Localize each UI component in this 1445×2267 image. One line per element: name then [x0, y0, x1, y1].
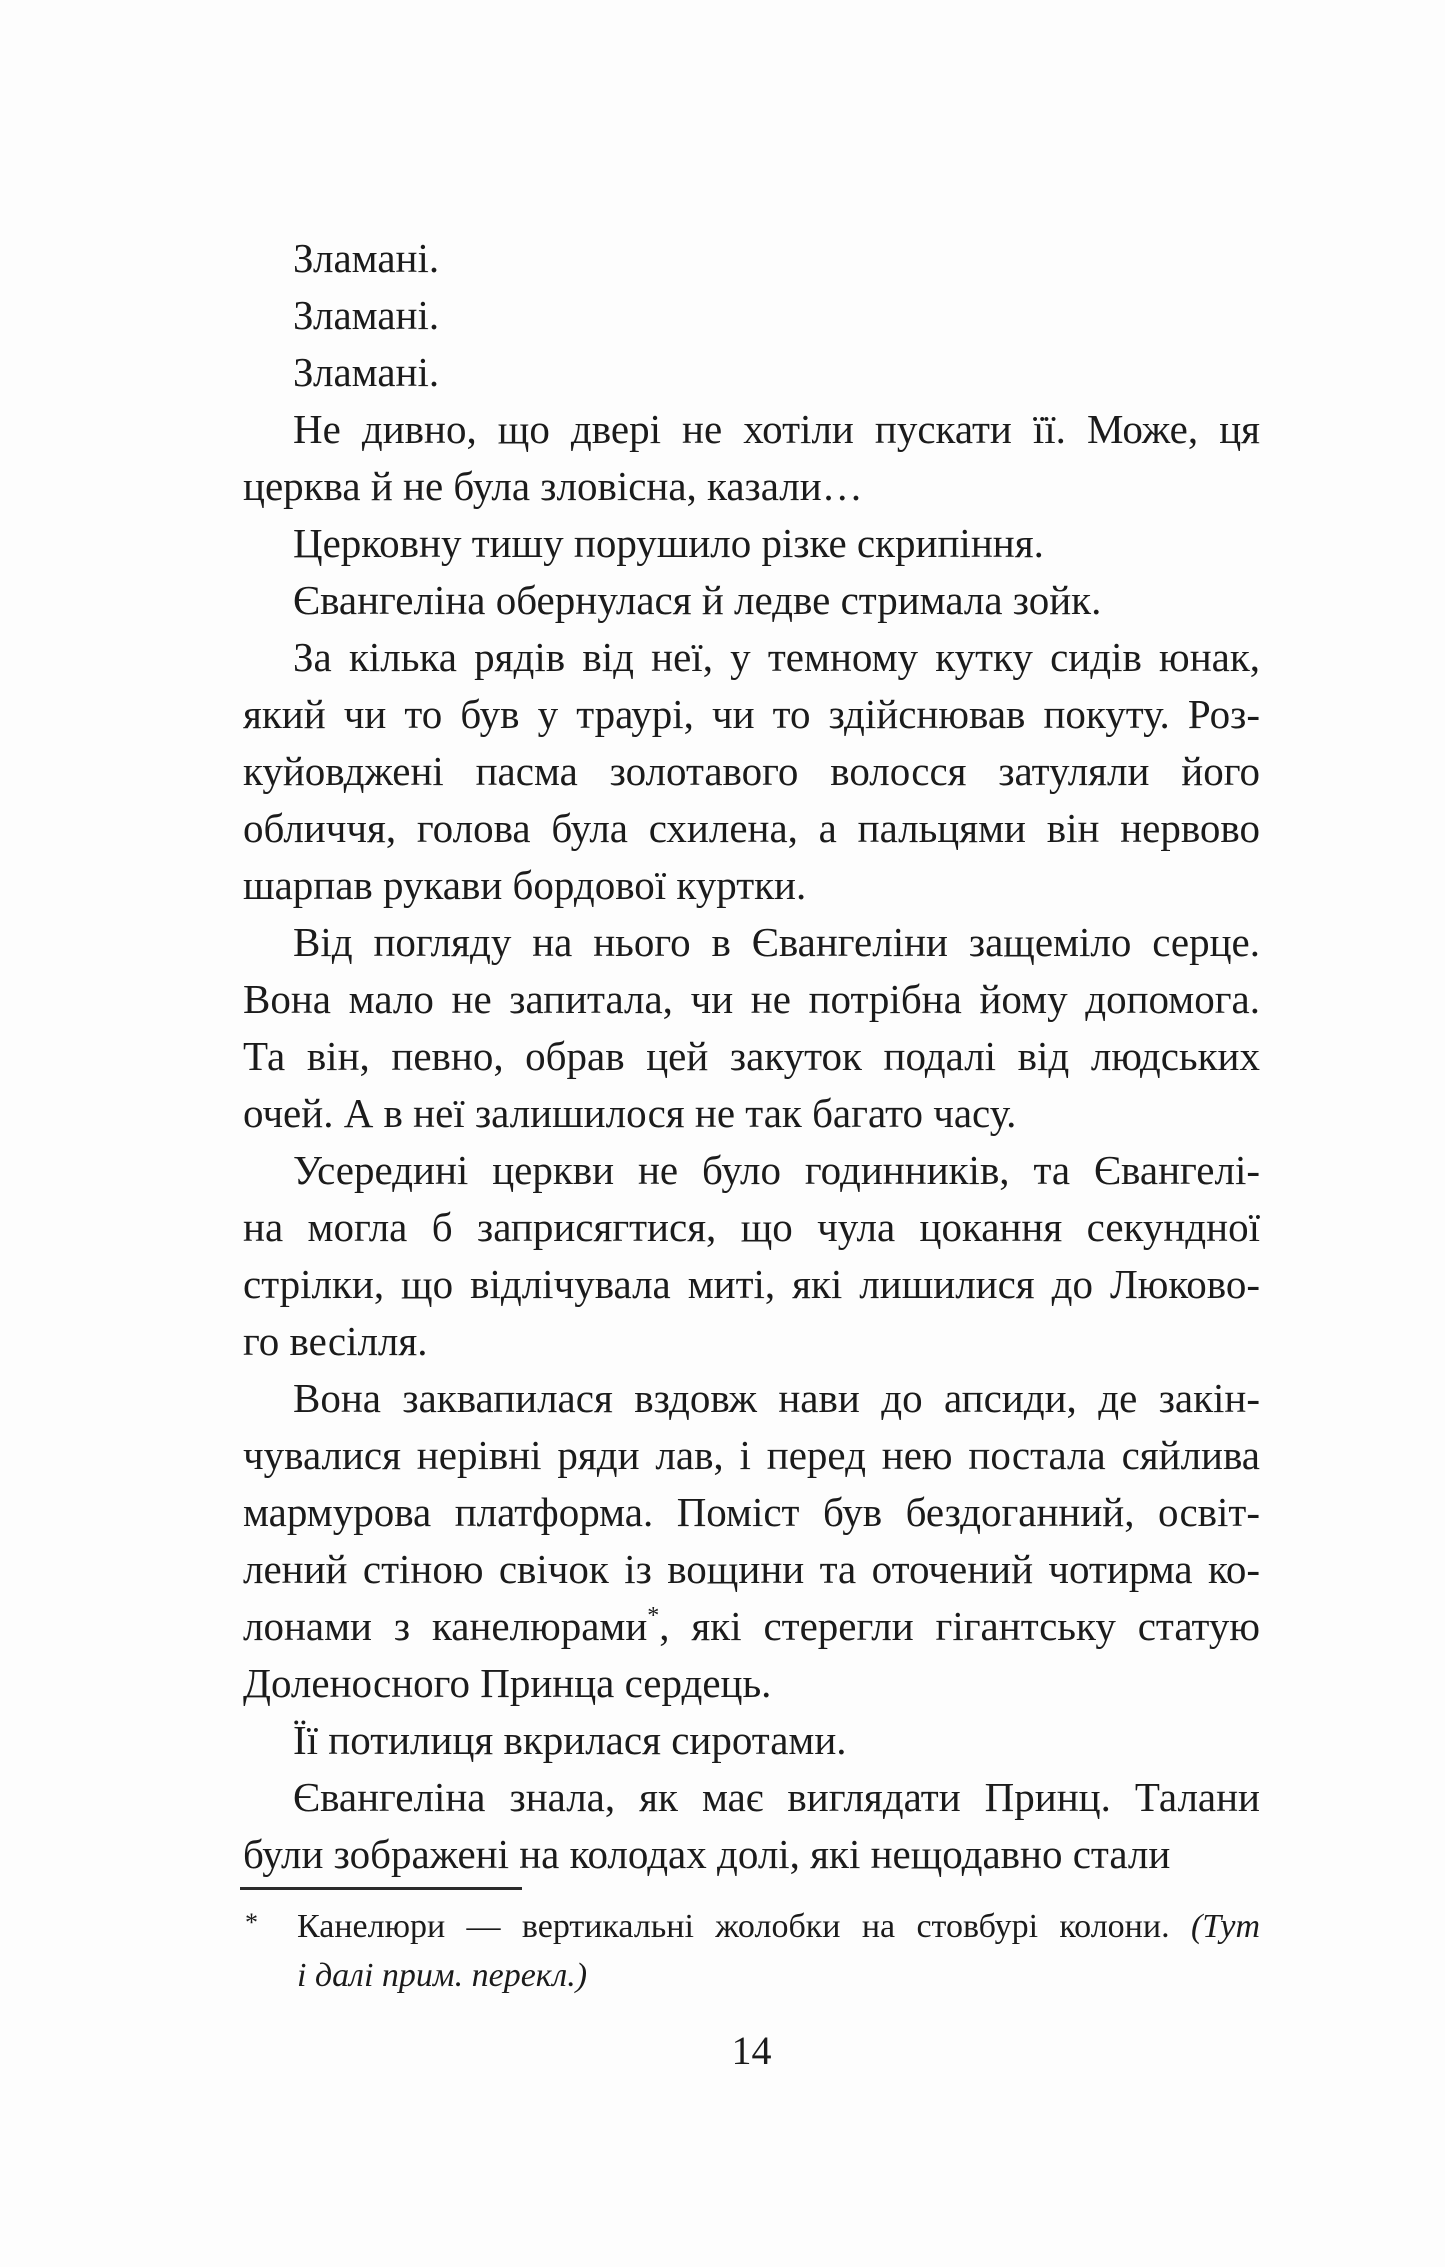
body-text-line	[243, 743, 1260, 800]
footnote-text	[297, 1902, 1260, 2000]
footnote-line	[297, 1902, 1260, 1951]
body-text-line	[243, 1256, 1260, 1313]
body-text-line	[243, 629, 1260, 686]
body-text-line	[243, 344, 1260, 401]
text-segment: мармурова платформа. Поміст був бездоганний, освіт-	[243, 1489, 1260, 1535]
text-segment: Вона заквапилася вздовж нави до апсиди, де закін-	[293, 1375, 1260, 1421]
body-text-line	[243, 1769, 1260, 1826]
text-segment: Вона мало не запитала, чи не потрібна йому допомога.	[243, 976, 1260, 1022]
body-text-line	[243, 1712, 1260, 1769]
body-text-line	[243, 1313, 1260, 1370]
footnote-marker-asterisk: *	[245, 1908, 258, 1937]
text-segment: Канелюри — вертикальні жолобки на стовбурі колони.	[297, 1908, 1191, 1945]
text-segment: За кілька рядів від неї, у темному кутку сидів юнак,	[293, 634, 1260, 680]
body-text-line	[243, 686, 1260, 743]
body-text-line	[243, 1370, 1260, 1427]
footnote-reference-asterisk: *	[647, 1603, 660, 1629]
text-segment: Усередині церкви не було годинників, та Євангелі-	[293, 1147, 1260, 1193]
body-text-line	[243, 1541, 1260, 1598]
text-segment: куйовджені пасма золотавого волосся затуляли його	[243, 748, 1260, 794]
footnote-separator-rule	[240, 1887, 522, 1890]
text-segment: Зламані.	[293, 292, 440, 338]
text-segment: Церковну тишу порушило різке скрипіння.	[293, 520, 1044, 566]
text-segment: Та він, певно, обрав цей закуток подалі від людських	[243, 1033, 1260, 1079]
text-segment: Зламані.	[293, 235, 440, 281]
footnote-line	[297, 1951, 1260, 2000]
body-text-line	[243, 1427, 1260, 1484]
body-text-line	[243, 1655, 1260, 1712]
text-segment: були зображені на колодах долі, які нещодавно стали	[243, 1831, 1171, 1877]
text-segment: Її потилиця вкрилася сиротами.	[293, 1717, 847, 1763]
body-text-line	[243, 800, 1260, 857]
text-segment: Не дивно, що двері не хотіли пускати її. Може, ця	[293, 406, 1260, 452]
body-text-line	[243, 1142, 1260, 1199]
page-number: 14	[731, 2028, 772, 2073]
text-segment: обличчя, голова була схилена, а пальцями він нервово	[243, 805, 1260, 851]
text-segment: Євангеліна знала, як має виглядати Принц. Талани	[293, 1774, 1260, 1820]
body-text-line	[243, 971, 1260, 1028]
text-segment: го весілля.	[243, 1318, 428, 1364]
body-text-line	[243, 230, 1260, 287]
text-segment: Від погляду на нього в Євангеліни защеміло серце.	[293, 919, 1260, 965]
footnote	[243, 1902, 1260, 2000]
italic-text: (Тут	[1190, 1908, 1260, 1945]
text-segment: лонами з канелюрами	[243, 1603, 648, 1649]
text-segment: стрілки, що відлічувала миті, які лишилися до Люково-	[243, 1261, 1260, 1307]
body-text-line	[243, 1199, 1260, 1256]
body-text-line	[243, 1484, 1260, 1541]
body-text-line	[243, 458, 1260, 515]
text-segment: на могла б заприсягтися, що чула цокання секундної	[243, 1204, 1260, 1250]
text-segment: який чи то був у траурі, чи то здійснював покуту. Роз-	[243, 691, 1260, 737]
text-segment: Зламані.	[293, 349, 440, 395]
text-segment: лений стіною свічок із вощини та оточений чотирма ко-	[243, 1546, 1260, 1592]
body-text-line	[243, 1085, 1260, 1142]
body-text-line	[243, 572, 1260, 629]
text-segment: Євангеліна обернулася й ледве стримала зойк.	[293, 577, 1102, 623]
body-text-line	[243, 1028, 1260, 1085]
text-segment: чувалися нерівні ряди лав, і перед нею постала сяйлива	[243, 1432, 1260, 1478]
body-text-line	[243, 287, 1260, 344]
italic-text: і далі прим. перекл.)	[297, 1957, 588, 1994]
body-text-line	[243, 857, 1260, 914]
body-text-line	[243, 1598, 1260, 1655]
body-text-line	[243, 1826, 1260, 1883]
body-text-line	[243, 515, 1260, 572]
body-text-line	[243, 401, 1260, 458]
text-segment: очей. А в неї залишилося не так багато часу.	[243, 1090, 1017, 1136]
text-segment: Доленосного Принца сердець.	[243, 1660, 772, 1706]
text-segment: шарпав рукави бордової куртки.	[243, 862, 807, 908]
text-segment: церква й не була зловісна, казали…	[243, 463, 863, 509]
body-text-line	[243, 914, 1260, 971]
body-text-block	[243, 230, 1260, 1883]
text-segment: , які стерегли гігантську статую	[659, 1603, 1260, 1649]
